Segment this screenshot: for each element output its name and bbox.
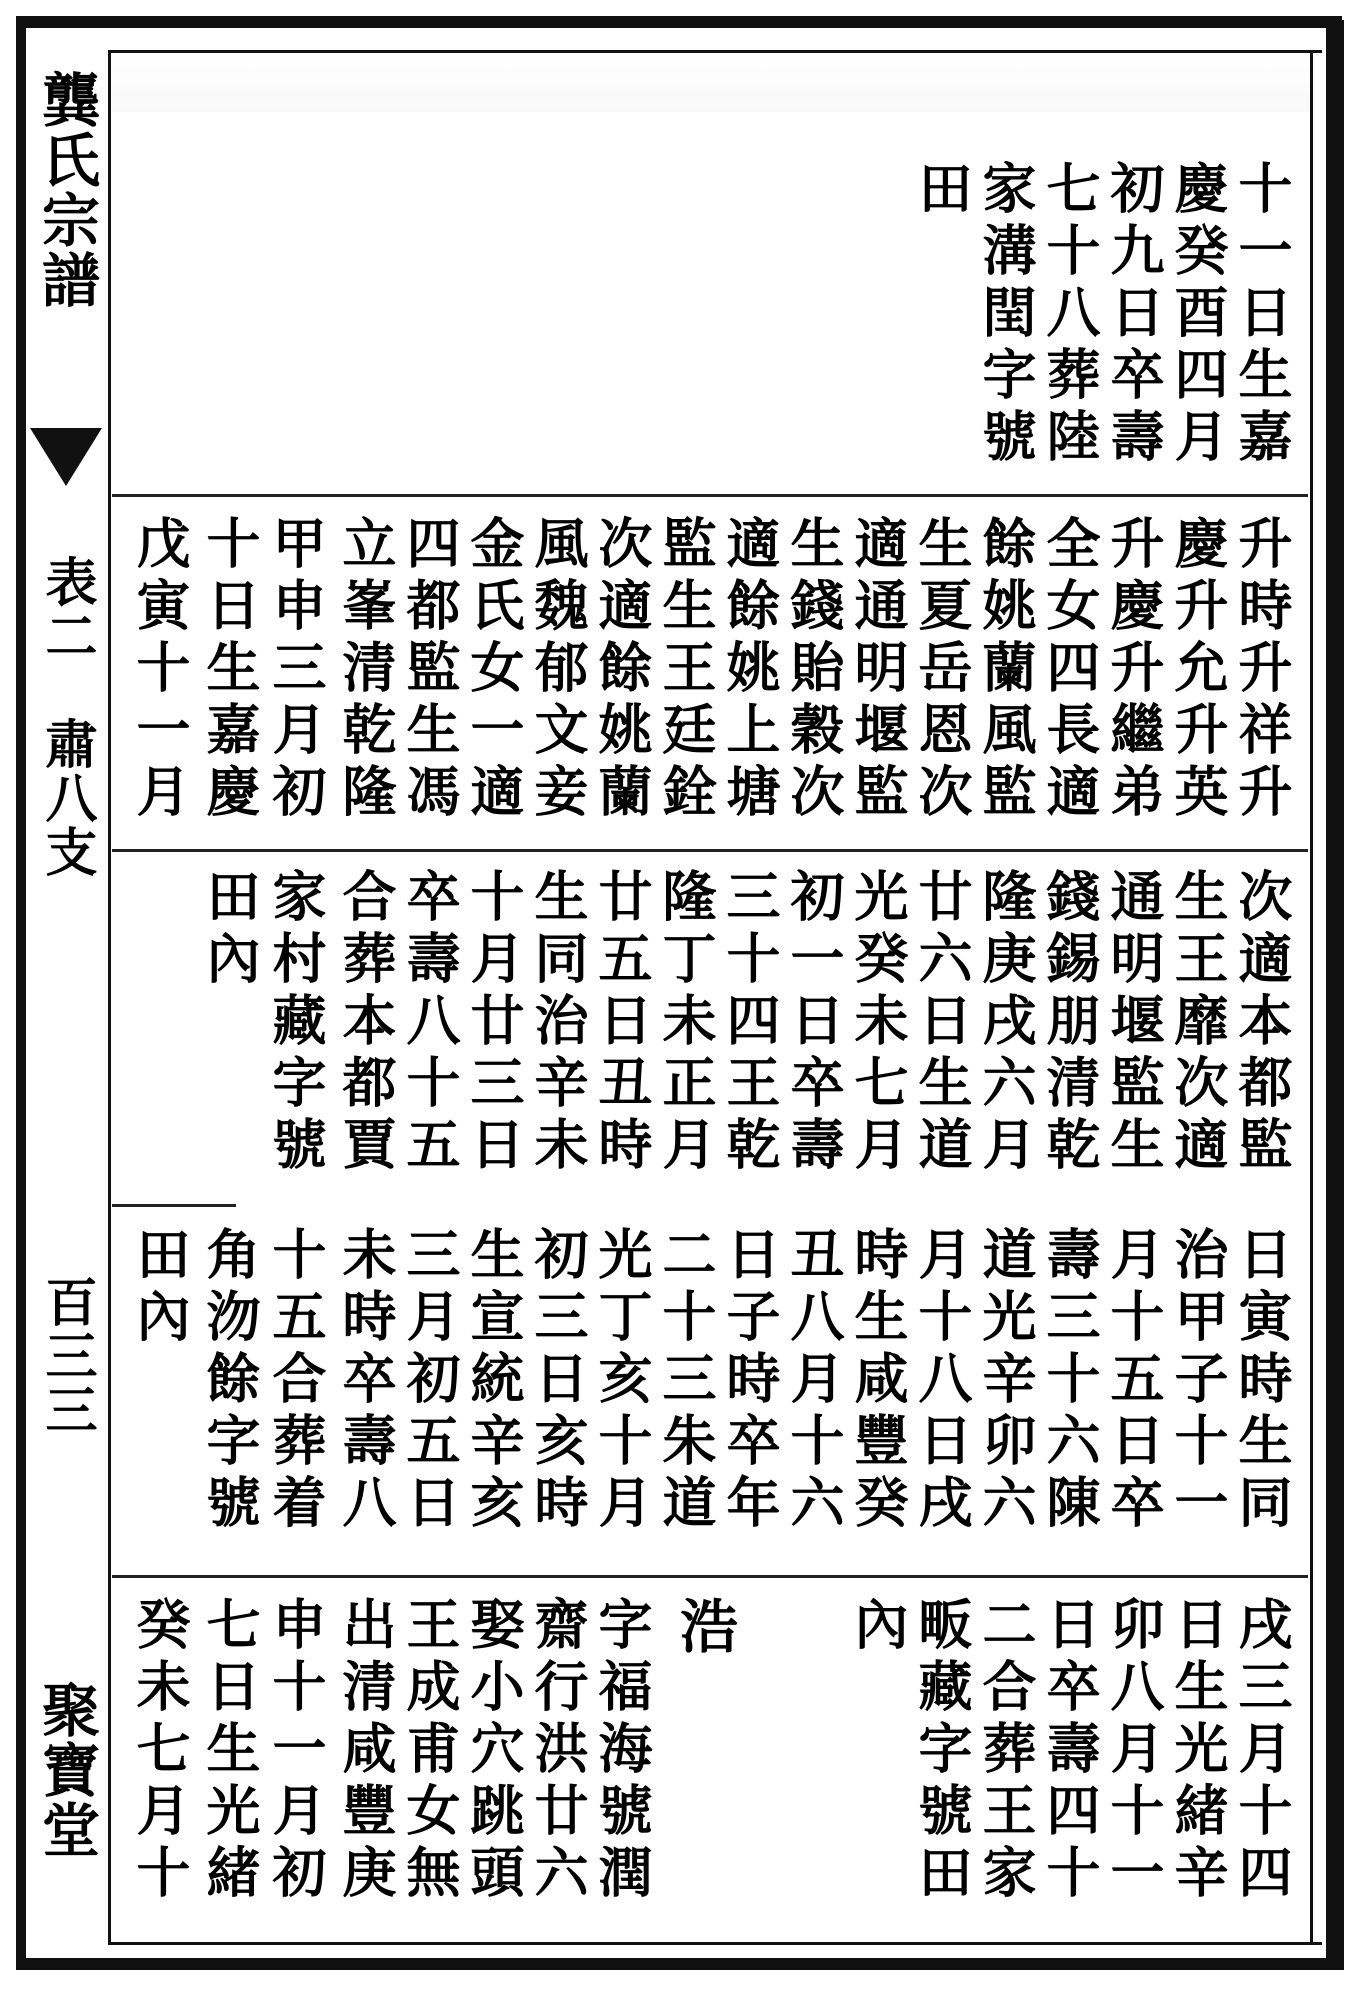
tier3-column: 田內 bbox=[198, 868, 262, 992]
tier3-column: 錢錫朋清乾 bbox=[1038, 868, 1102, 1178]
tier1-column: 慶癸酉四月 bbox=[1166, 160, 1230, 470]
tier5-column: 出清咸豐庚 bbox=[334, 1596, 398, 1906]
margin-divider bbox=[108, 50, 111, 1945]
tier-divider-1 bbox=[112, 494, 1308, 497]
tier4-column: 未時卒壽八 bbox=[334, 1226, 398, 1536]
tier2-column: 立峯清乾隆 bbox=[334, 515, 398, 825]
tier4-column: 道光辛卯六 bbox=[974, 1226, 1038, 1536]
tier3-column: 十月廿三日 bbox=[462, 868, 526, 1178]
frame-left-border bbox=[16, 16, 26, 1970]
tier5-column: 字福海號潤 bbox=[590, 1596, 654, 1906]
tier3-column: 隆庚戌六月 bbox=[974, 868, 1038, 1178]
tier5-column: 齋行洪廿六 bbox=[526, 1596, 590, 1906]
tier4-column: 治甲子十一 bbox=[1166, 1226, 1230, 1536]
tier5-column: 戌三月十四 bbox=[1230, 1596, 1294, 1906]
tier2-column: 甲申三月初 bbox=[264, 515, 328, 825]
tier5-column: 二合葬王家 bbox=[974, 1596, 1038, 1906]
tier2-column: 慶升允升英 bbox=[1166, 515, 1230, 825]
tier2-column: 風魏郁文妾 bbox=[526, 515, 590, 825]
tier5-person-name: 浩 bbox=[670, 1596, 738, 1662]
tier4-column: 月十八日戌 bbox=[910, 1226, 974, 1536]
tier2-column: 全女四長適 bbox=[1038, 515, 1102, 825]
tier2-column: 十日生嘉慶 bbox=[198, 515, 262, 825]
tier2-column: 餘姚蘭風監 bbox=[974, 515, 1038, 825]
tier1-column: 田 bbox=[910, 160, 974, 222]
tier2-column: 適餘姚上塘 bbox=[718, 515, 782, 825]
tier2-column: 生夏岳恩次 bbox=[910, 515, 974, 825]
tier5-column: 王成甫女無 bbox=[398, 1596, 462, 1906]
tier1-column: 十一日生嘉 bbox=[1230, 160, 1294, 470]
inner-rule-bottom bbox=[110, 1942, 1322, 1945]
tier5-column: 申十一月初 bbox=[264, 1596, 328, 1906]
tier4-column: 光丁亥十月 bbox=[590, 1226, 654, 1536]
tier2-column: 升時升祥升 bbox=[1230, 515, 1294, 825]
tier4-column: 二十三朱道 bbox=[654, 1226, 718, 1536]
tier3-column: 光癸未七月 bbox=[846, 868, 910, 1178]
tier4-column: 十五合葬着 bbox=[264, 1226, 328, 1536]
fish-tail-mark bbox=[30, 428, 102, 486]
tier2-column: 升慶升繼弟 bbox=[1102, 515, 1166, 825]
inner-rule-right bbox=[1310, 50, 1313, 1945]
tier1-column: 初九日卒壽 bbox=[1102, 160, 1166, 470]
tier-divider-4 bbox=[112, 1575, 1308, 1578]
paper-stain bbox=[112, 52, 1312, 112]
tier3-column: 次適本都監 bbox=[1230, 868, 1294, 1178]
tier5-column: 七日生光緒 bbox=[198, 1596, 262, 1906]
tier2-column: 戊寅十一月 bbox=[128, 515, 192, 825]
tier-divider-3-left bbox=[112, 1204, 236, 1207]
tier3-column: 通明堰監生 bbox=[1102, 868, 1166, 1178]
frame-right-border bbox=[1326, 20, 1344, 1970]
tier2-column: 金氏女一適 bbox=[462, 515, 526, 825]
tier4-column: 三月初五日 bbox=[398, 1226, 462, 1536]
tier3-column: 初一日卒壽 bbox=[782, 868, 846, 1178]
tier3-column: 家村藏字號 bbox=[264, 868, 328, 1178]
margin-book-title: 龔氏宗譜 bbox=[32, 70, 100, 310]
tier3-column: 三十四王乾 bbox=[718, 868, 782, 1178]
tier3-column: 生同治辛未 bbox=[526, 868, 590, 1178]
tier3-column: 生王靡次適 bbox=[1166, 868, 1230, 1178]
tier4-column: 角沕餘字號 bbox=[198, 1226, 262, 1536]
tier3-column: 廿五日丑時 bbox=[590, 868, 654, 1178]
tier4-column: 初三日亥時 bbox=[526, 1226, 590, 1536]
frame-top-border bbox=[22, 16, 1342, 28]
tier4-column: 丑八月十六 bbox=[782, 1226, 846, 1536]
tier2-column: 監生王廷銓 bbox=[654, 515, 718, 825]
margin-hall-name: 聚寶堂 bbox=[32, 1680, 100, 1860]
frame-bottom-border bbox=[22, 1958, 1342, 1970]
tier5-column: 卯八月十一 bbox=[1102, 1596, 1166, 1906]
margin-section-label: 表二 肅八支 bbox=[36, 555, 97, 879]
tier5-column: 日生光緒辛 bbox=[1166, 1596, 1230, 1906]
tier5-column: 日卒壽四十 bbox=[1038, 1596, 1102, 1906]
tier2-column: 適通明堰監 bbox=[846, 515, 910, 825]
tier2-column: 次適餘姚蘭 bbox=[590, 515, 654, 825]
tier4-column: 月十五日卒 bbox=[1102, 1226, 1166, 1536]
tier1-column: 七十八葬陸 bbox=[1038, 160, 1102, 470]
tier3-column: 合葬本都賈 bbox=[334, 868, 398, 1178]
tier5-column: 娶小穴跳頭 bbox=[462, 1596, 526, 1906]
tier3-column: 廿六日生道 bbox=[910, 868, 974, 1178]
tier4-column: 生宣統辛亥 bbox=[462, 1226, 526, 1536]
inner-rule-top bbox=[110, 50, 1322, 53]
tier4-column: 時生咸豐癸 bbox=[846, 1226, 910, 1536]
tier1-column: 家溝閏字號 bbox=[974, 160, 1038, 470]
margin-page-number: 百三三 bbox=[36, 1275, 97, 1437]
tier2-column: 生錢貽穀次 bbox=[782, 515, 846, 825]
tier5-column: 癸未七月十 bbox=[128, 1596, 192, 1906]
tier2-column: 四都監生馮 bbox=[398, 515, 462, 825]
tier5-column: 內 bbox=[846, 1596, 910, 1658]
tier3-column: 卒壽八十五 bbox=[398, 868, 462, 1178]
tier3-column: 隆丁未正月 bbox=[654, 868, 718, 1178]
tier5-column: 畈藏字號田 bbox=[910, 1596, 974, 1906]
tier4-column: 壽三十六陳 bbox=[1038, 1226, 1102, 1536]
tier4-column: 田內 bbox=[128, 1226, 192, 1350]
tier-divider-2 bbox=[112, 849, 1308, 852]
tier4-column: 日子時卒年 bbox=[718, 1226, 782, 1536]
tier4-column: 日寅時生同 bbox=[1230, 1226, 1294, 1536]
